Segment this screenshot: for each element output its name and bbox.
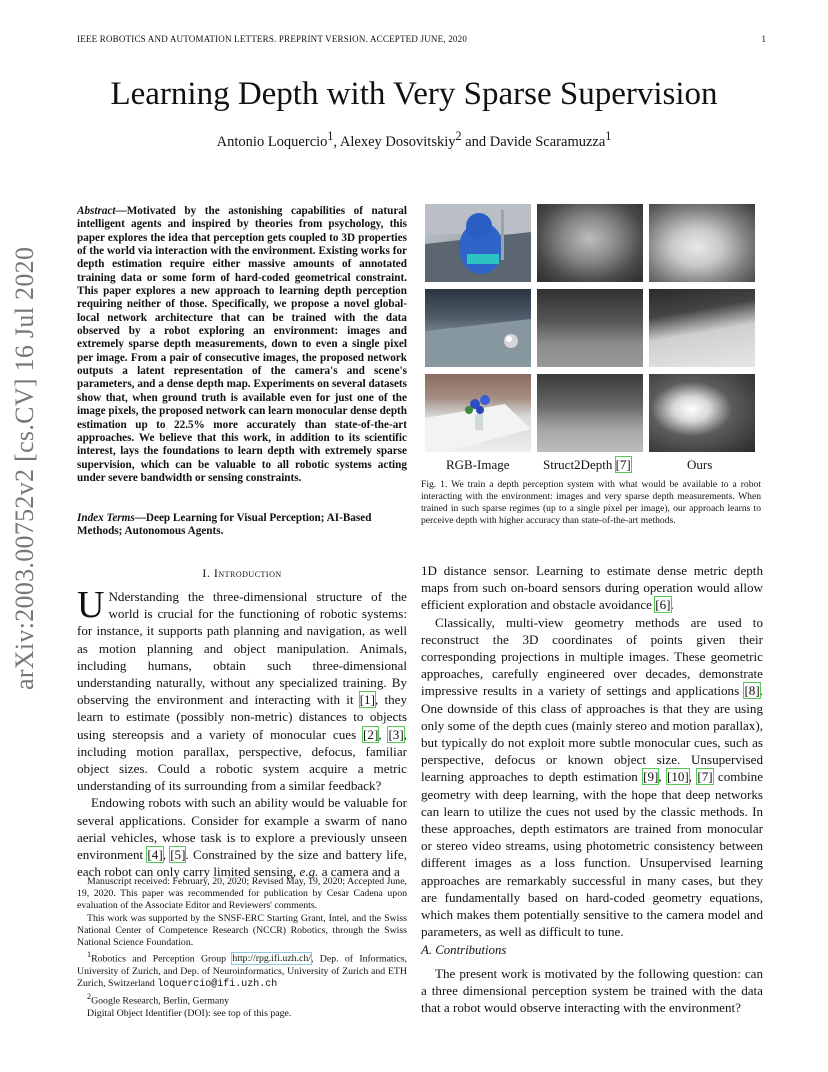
paragraph: Endowing robots with such an ability would be valuable for several applications. Consider for example a swarm of nano aerial vehicles, whose task is to explore a previously unseen environment [4], [5]. Constrained by the size and battery life, each robot can only carry limited sensing, e.g. a camera and a — [77, 795, 408, 880]
affiliation-mark: 1 — [605, 129, 612, 143]
text-run: e.g. — [299, 864, 319, 880]
footnote — [77, 991, 407, 1007]
text-run: , they learn to estimate (possibly non-metric) distances to objects using stereopsis and a variety of monocular cues — [77, 692, 407, 742]
arxiv-stamp: arXiv:2003.00752v2 [cs.CV] 16 Jul 2020 — [10, 246, 39, 690]
figure-column-label: RGB-Image — [446, 457, 510, 472]
author-name: Antonio Loquercio — [216, 133, 328, 150]
intro-text — [77, 584, 408, 880]
subsection-heading — [421, 943, 506, 958]
text-run: Struct2Depth — [543, 457, 613, 472]
contributions-text — [421, 965, 763, 1017]
text-run: Nderstanding the three-dimensional structure of the world is crucial for the functioning of robotic systems: for instance, it supports path planning and navigation, as well as motion planning and object manipulation. Animals, including humans, obtain such three-dimensional understanding naturally, without any specialized training. By observing the environment and interacting with it — [77, 589, 407, 708]
text-run: Robotics and Perception Group — [91, 953, 233, 965]
separator: , — [333, 133, 340, 150]
section-title: Introduction — [213, 566, 282, 580]
subsection-number: A. — [421, 943, 433, 957]
figure-caption: Fig. 1. We train a depth perception system with what would be available to a robot interacting with the environment: images and very sparse depth measurements. When trained in such sparse regimes (up to a single pixel per image), our approach learns to perceive depth with higher accuracy than state-of-the-art methods. — [421, 479, 761, 527]
citation-link[interactable]: [2] — [363, 726, 379, 742]
footnote: Digital Object Identifier (DOI): see top of this page. — [87, 1007, 292, 1019]
teddy-bear-image — [425, 204, 531, 282]
text-run: The present work is motivated by the following question: can a three dimensional perception system be trained with the data that a robot would observe interacting with the environment? — [421, 966, 763, 1016]
figure-grid — [425, 204, 755, 450]
footnote: This work was supported by the SNSF-ERC Starting Grant, Intel, and the Swiss National Center of Competence Research (NCCR) Robotics, through the Swiss National Science Foundation. — [77, 912, 407, 949]
author-name: Alexey Dosovitskiy — [339, 133, 456, 150]
sphere-image — [425, 289, 531, 367]
section-number: I. — [202, 566, 211, 580]
text-run: . — [670, 597, 674, 613]
rgb-image-flowers — [425, 374, 531, 452]
rgb-image-teddy — [425, 204, 531, 282]
page-number: 1 — [761, 34, 766, 44]
citation-link[interactable]: [6] — [655, 597, 671, 613]
text-run: . Constrained by the size and battery life, each robot can only carry limited sensing, — [77, 847, 408, 880]
affiliation-mark: 2 — [455, 129, 462, 143]
text-run: combine geometry with deep learning, with the hope that deep networks can learn to utilize the cues not used by the classic methods. In these approaches, depth estimators are trained from monocular or stereo video streams, using photometric consistency between different images as a loss function. Unsupervised learning approaches are remarkably successful in many cases, but they are fundamentally based on hard-coded geometry equations, which makes them potentially sensitive to the camera model and parameters, as well as difficult to tune. — [421, 769, 764, 940]
citation-link[interactable]: [1] — [359, 692, 375, 708]
citation-link[interactable]: [4] — [147, 847, 163, 863]
citation-link[interactable]: [3] — [388, 726, 404, 742]
section-heading — [77, 566, 407, 581]
citation-link[interactable]: [10] — [666, 769, 689, 785]
paragraph: Classically, multi-view geometry methods are used to reconstruct the 3D coordinates of points given their corresponding projections in multiple images. These geometric approaches, carefully engineered over decades, demonstrate impressive results in a variety of settings and applications [8]. One downside of this class of approaches is that they are using only some of the depth cues (mainly stereo and motion parallax), but typically do not exploit more subtle monocular cues, such as perspective, defocus or known object size. Unsupervised learning approaches to depth estimation [9], [10], [7] combine geometry with deep learning, with the hope that deep networks can learn to utilize the cues not used by the classic methods. In these approaches, depth estimators are trained from monocular or stereo video streams, using photometric consistency between different images as a loss function. Unsupervised learning approaches are remarkably successful in many cases, but they are fundamentally based on hard-coded geometry equations, which makes them potentially sensitive to the camera model and parameters, as well as difficult to tune. — [421, 614, 764, 940]
citation-link[interactable]: [7] — [697, 769, 713, 785]
affiliation-mark: 1 — [327, 129, 334, 143]
depth-map-ours — [649, 374, 755, 452]
index-terms-label: Index Terms — [77, 512, 135, 524]
depth-map-struct2depth — [537, 374, 643, 452]
text-run: Endowing robots with such an ability would be valuable for several applications. Consider for example a swarm of nano aerial vehicles, whose task is to explore a previously unseen environment — [77, 795, 407, 863]
depth-map-ours — [649, 204, 755, 282]
text-run: Google Research, Berlin, Germany — [91, 995, 230, 1007]
running-header: IEEE ROBOTICS AND AUTOMATION LETTERS. PREPRINT VERSION. ACCEPTED JUNE, 2020 — [77, 34, 468, 44]
abstract-label: Abstract — [77, 205, 116, 217]
text-run: , including motion parallax, perspective, defocus, familiar object sizes. Could a robotic system acquire a metric understanding of its surrounding from a similar feedback? — [77, 726, 407, 794]
paper-title: Learning Depth with Very Sparse Supervision — [110, 76, 718, 112]
footnote-mark: 1 — [87, 950, 92, 960]
depth-map-ours — [649, 289, 755, 367]
abstract — [77, 205, 407, 485]
abstract-text: —Motivated by the astonishing capabilities of natural intelligent agents and inspired by theories from psychology, this paper explores the idea that perception gets coupled to 3D properties of the world via interaction with the environment. Existing works for depth estimation require either massive amounts of annotated training data or some form of hard-coded geometrical constraint. This paper explores a new approach to learning depth perception requiring neither of those. Specifically, we propose a novel global-local network architecture that can be trained with the data observed by a robot exploring an environment: images and extremely sparse depth measurements, down to even a single pixel per image. From a pair of consecutive images, the proposed network outputs a latent representation of the camera's and scene's parameters, and a dense depth map. Experiments on several datasets show that, when ground truth is available even for just one of the image pixels, the proposed network can learn monocular dense depth estimation up to 22.5% more accurately than state-of-the-art approaches. We believe that this work, in addition to its scientific interest, lays the foundations to learn depth with extremely sparse supervision, which can be valuable to all robotic systems acting under severe bandwidth or sensing constraints. — [77, 205, 407, 484]
depth-map-struct2depth — [537, 204, 643, 282]
citation-link[interactable]: [5] — [170, 847, 186, 863]
index-terms-text: —Deep Learning for Visual Perception; AI-Based Methods; Autonomous Agents. — [77, 512, 372, 538]
email-address: loquercio@ifi.uzh.ch — [157, 978, 278, 990]
index-terms — [77, 512, 407, 539]
figure-column-label: Ours — [687, 457, 713, 472]
author-name: and Davide Scaramuzza — [465, 133, 606, 150]
footnote-mark: 2 — [87, 992, 92, 1002]
footnotes — [77, 876, 407, 1020]
text-run: Classically, multi-view geometry methods are used to reconstruct the 3D coordinates of points given their corresponding projections in multiple images. These geometric approaches, carefully engineered over decades, demonstrate impressive results in a variety of settings and applications — [421, 614, 763, 699]
subsection-title: Contributions — [435, 943, 507, 957]
citation-link[interactable]: [7] — [615, 457, 631, 472]
depth-map-struct2depth — [537, 289, 643, 367]
text-run: 1D distance sensor. Learning to estimate dense metric depth maps from such on-board sensors during operation would allow efficient exploration and obstacle avoidance — [421, 563, 763, 613]
text-run: , Dep. of Informatics, University of Zurich, and Dep. of Neuroinformatics, University of Zurich and ETH Zurich, Switzerland — [77, 953, 407, 989]
author-list — [0, 129, 828, 151]
citation-link[interactable]: [9] — [643, 769, 659, 785]
footnote — [77, 949, 407, 991]
text-run: . One downside of this class of approaches is that they are using only some of the depth cues (mainly stereo and motion parallax), but typically do not exploit more subtle monocular cues, such as perspective, defocus or known object size. Unsupervised learning approaches to depth estimation — [421, 683, 763, 785]
url-link[interactable]: http://rpg.ifi.uzh.ch/ — [232, 953, 311, 965]
drop-cap: U — [77, 584, 105, 626]
paragraph — [421, 562, 763, 614]
figure-column-label — [543, 457, 631, 473]
right-column-text — [421, 562, 763, 940]
citation-link[interactable]: [8] — [744, 683, 760, 699]
paragraph: U Nderstanding the three-dimensional structure of the world is crucial for the functioning of robotic systems: for instance, it supports path planning and navigation, as well as motion planning and object manipulation. Animals, including humans, obtain such three-dimensional understanding naturally, without any specialized training. By observing the environment and interacting with it [1], they learn to estimate (possibly non-metric) distances to objects using stereopsis and a variety of monocular cues [2], [3], including motion parallax, perspective, defocus, familiar object sizes. Could a robotic system acquire a metric understanding of its surrounding from a similar feedback? — [77, 584, 407, 794]
text-run: a camera and a — [318, 864, 400, 880]
flowers-image — [425, 374, 531, 452]
rgb-image-sphere — [425, 289, 531, 367]
footnote: Manuscript received: February, 20, 2020; Revised May, 19, 2020; Accepted June, 19, 2020. This paper was recommended for publication by Cesar Cadena upon evaluation of the Associate Editor and Reviewers' comments. — [77, 876, 407, 912]
